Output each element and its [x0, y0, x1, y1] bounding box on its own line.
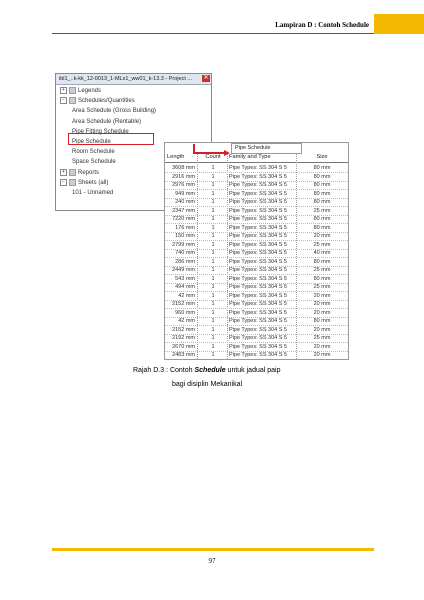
cell-length: 949 mm	[175, 190, 195, 197]
tree-item-label: Area Schedule (Rentable)	[72, 118, 142, 125]
cell-size: 20 mm	[313, 301, 331, 307]
cell-family-type: Pipe Types: SS 304 S 5	[229, 207, 287, 214]
cell-length: 42 mm	[178, 318, 195, 324]
tree-item-label: Pipe Fitting Schedule	[72, 128, 129, 135]
cell-family-type: Pipe Types: SS 304 S 5	[229, 173, 287, 180]
cell-family-type: Pipe Types: SS 304 S 5	[229, 250, 287, 256]
cell-family-type: Pipe Types: SS 304 S 5	[229, 182, 287, 188]
cell-size: 80 mm	[313, 199, 331, 205]
cell-family-type: Pipe Types: SS 304 S 5	[229, 275, 287, 282]
cell-length: 42 mm	[178, 292, 195, 299]
caption-prefix: Rajah D.3 : Contoh	[133, 367, 195, 374]
caption-suffix: untuk jadual paip	[225, 367, 281, 374]
cell-family-type: Pipe Types: SS 304 S 5	[229, 190, 287, 197]
cell-count: 1	[211, 352, 215, 358]
cell-count: 1	[211, 301, 215, 307]
column-header-family-type: Family and Type	[229, 154, 271, 160]
cell-count: 1	[211, 267, 215, 273]
table-row[interactable]	[165, 283, 348, 291]
collapse-icon[interactable]: −	[60, 97, 67, 104]
cell-family-type: Pipe Types: SS 304 S 5	[229, 318, 287, 324]
table-row[interactable]	[165, 173, 348, 181]
tree-item-label: Reports	[78, 169, 100, 176]
header-accent-bar	[374, 14, 424, 34]
expand-icon[interactable]: +	[60, 87, 67, 94]
cell-count: 1	[211, 335, 215, 341]
cell-count: 1	[211, 258, 215, 265]
cell-length: 2347 mm	[172, 207, 195, 214]
cell-size: 20 mm	[313, 233, 331, 239]
cell-family-type: Pipe Types: SS 304 S 5	[229, 343, 287, 350]
expand-icon[interactable]: +	[60, 169, 67, 176]
column-header-size: Size	[316, 154, 328, 160]
tree-item[interactable]	[72, 107, 156, 115]
cell-size: 25 mm	[313, 241, 331, 248]
cell-count: 1	[211, 224, 215, 231]
cell-size: 80 mm	[313, 182, 331, 188]
folder-icon	[69, 97, 76, 104]
page-number: 97	[208, 557, 216, 565]
cell-size: 25 mm	[313, 267, 331, 273]
cell-size: 25 mm	[313, 207, 331, 214]
cell-size: 80 mm	[313, 216, 331, 222]
table-row[interactable]	[165, 198, 348, 206]
table-row[interactable]	[165, 207, 348, 215]
cell-length: 150 mm	[175, 233, 195, 239]
cell-family-type: Pipe Types: SS 304 S 5	[229, 199, 287, 205]
tree-item[interactable]	[72, 118, 141, 126]
tree-item[interactable]	[72, 189, 113, 197]
cell-count: 1	[211, 284, 215, 290]
table-row[interactable]	[165, 232, 348, 240]
tree-item-label: Pipe Schedule	[72, 139, 111, 145]
cell-family-type: Pipe Types: SS 304 S 5	[229, 258, 287, 265]
tree-item[interactable]	[60, 97, 135, 105]
cell-count: 1	[211, 182, 215, 188]
table-row[interactable]	[165, 292, 348, 300]
cell-family-type: Pipe Types: SS 304 S 5	[229, 267, 287, 273]
tree-item[interactable]	[72, 148, 115, 156]
cell-size: 20 mm	[313, 352, 331, 358]
table-row[interactable]	[165, 343, 348, 351]
figure-caption-line2: bagi disiplin Mekanikal	[172, 381, 243, 388]
table-row[interactable]	[165, 266, 348, 274]
cell-count: 1	[211, 343, 215, 350]
cell-count: 1	[211, 250, 215, 256]
tree-item-label: Schedules/Quantities	[78, 98, 135, 105]
cell-family-type: Pipe Types: SS 304 S 5	[229, 165, 287, 171]
table-row[interactable]	[165, 215, 348, 223]
folder-icon	[69, 169, 76, 176]
cell-length: 960 mm	[175, 309, 195, 316]
cell-count: 1	[211, 309, 215, 316]
cell-count: 1	[211, 233, 215, 239]
schedule-title: Pipe Schedule	[231, 143, 302, 154]
table-row[interactable]	[165, 309, 348, 317]
cell-size: 80 mm	[313, 173, 331, 180]
cell-count: 1	[211, 241, 215, 248]
table-row[interactable]	[165, 300, 348, 308]
cell-length: 543 mm	[175, 275, 195, 282]
tree-item-label: Sheets (all)	[78, 179, 109, 186]
cell-count: 1	[211, 275, 215, 282]
cell-size: 25 mm	[313, 335, 331, 341]
cell-size: 80 mm	[313, 190, 331, 197]
cell-size: 80 mm	[313, 318, 331, 324]
cell-length: 2192 mm	[172, 335, 195, 341]
column-header-count: Count	[205, 154, 221, 160]
cell-count: 1	[211, 318, 215, 324]
tree-item-label: Legends	[78, 88, 102, 95]
cell-count: 1	[211, 165, 215, 171]
cell-length: 2799 mm	[172, 241, 195, 248]
cell-size: 20 mm	[313, 292, 331, 299]
project-browser-titlebar	[56, 74, 211, 85]
row-divider	[165, 359, 348, 360]
cell-family-type: Pipe Types: SS 304 S 5	[229, 284, 287, 290]
project-browser-title: ibl1_..k-kk_12-0013_1-MLs1_ww01_k-13.3 - Project ...	[59, 76, 192, 82]
cell-size: 80 mm	[313, 258, 331, 265]
cell-size: 80 mm	[313, 224, 331, 231]
footer-accent-bar	[52, 548, 374, 551]
cell-size: 25 mm	[313, 284, 331, 290]
cell-family-type: Pipe Types: SS 304 S 5	[229, 309, 287, 316]
table-row[interactable]	[165, 351, 348, 359]
cell-length: 2449 mm	[172, 267, 195, 273]
cell-count: 1	[211, 292, 215, 299]
cell-length: 494 mm	[175, 284, 195, 290]
tree-item-label: Space Schedule	[72, 159, 116, 166]
cell-size: 80 mm	[313, 275, 331, 282]
page-header-title: Lampiran D : Contoh Schedule	[275, 21, 369, 29]
table-row[interactable]	[165, 317, 348, 325]
cell-size: 40 mm	[313, 250, 331, 256]
header-divider	[52, 33, 374, 34]
cell-family-type: Pipe Types: SS 304 S 5	[229, 326, 287, 333]
cell-length: 2670 mm	[172, 343, 195, 350]
table-row[interactable]	[165, 181, 348, 189]
cell-length: 2916 mm	[172, 173, 195, 180]
cell-family-type: Pipe Types: SS 304 S 5	[229, 216, 287, 222]
cell-length: 2976 mm	[172, 182, 195, 188]
table-row[interactable]	[165, 275, 348, 283]
cell-length: 286 mm	[175, 258, 195, 265]
close-icon[interactable]: ✕	[203, 75, 209, 81]
collapse-icon[interactable]: −	[60, 179, 67, 186]
callout-arrow-icon	[224, 150, 230, 156]
cell-size: 20 mm	[313, 309, 331, 316]
pipe-schedule-highlight	[68, 133, 154, 145]
tree-item-label: Area Schedule (Gross Building)	[72, 108, 157, 115]
table-row[interactable]	[165, 334, 348, 342]
cell-count: 1	[211, 173, 215, 180]
table-row[interactable]	[165, 326, 348, 334]
cell-family-type: Pipe Types: SS 304 S 5	[229, 233, 287, 239]
pipe-schedule-table	[164, 142, 349, 360]
cell-count: 1	[211, 199, 215, 205]
cell-family-type: Pipe Types: SS 304 S 5	[229, 352, 287, 358]
tree-item[interactable]	[60, 179, 108, 187]
cell-count: 1	[211, 216, 215, 222]
cell-length: 2483 mm	[172, 352, 195, 358]
cell-family-type: Pipe Types: SS 304 S 5	[229, 335, 287, 341]
cell-family-type: Pipe Types: SS 304 S 5	[229, 301, 287, 307]
figure-caption	[133, 367, 281, 374]
cell-size: 80 mm	[313, 165, 331, 171]
cell-family-type: Pipe Types: SS 304 S 5	[229, 241, 287, 248]
cell-count: 1	[211, 207, 215, 214]
folder-icon	[69, 179, 76, 186]
cell-length: 176 mm	[175, 224, 195, 231]
table-row[interactable]	[165, 249, 348, 257]
tree-item[interactable]	[72, 158, 116, 166]
cell-length: 3608 mm	[172, 165, 195, 171]
table-row[interactable]	[165, 190, 348, 198]
table-row[interactable]	[165, 224, 348, 232]
cell-family-type: Pipe Types: SS 304 S 5	[229, 292, 287, 299]
tree-item[interactable]	[60, 169, 99, 177]
table-row[interactable]	[165, 164, 348, 172]
tree-item-label: 101 - Unnamed	[72, 190, 114, 196]
schedule-header-row	[165, 153, 348, 163]
folder-icon	[69, 87, 76, 94]
cell-length: 740 mm	[175, 250, 195, 256]
cell-family-type: Pipe Types: SS 304 S 5	[229, 224, 287, 231]
tree-item-label: Room Schedule	[72, 149, 115, 156]
callout-arrow-line	[193, 152, 225, 154]
cell-size: 20 mm	[313, 326, 331, 333]
table-row[interactable]	[165, 241, 348, 249]
table-row[interactable]	[165, 258, 348, 266]
caption-emphasis: Schedule	[194, 367, 226, 374]
cell-length: 2152 mm	[172, 326, 195, 333]
cell-count: 1	[211, 326, 215, 333]
cell-size: 20 mm	[313, 343, 331, 350]
cell-count: 1	[211, 190, 215, 197]
cell-length: 240 mm	[175, 199, 195, 205]
cell-length: 7220 mm	[172, 216, 195, 222]
column-header-length: Length	[167, 154, 185, 160]
cell-length: 2152 mm	[172, 301, 195, 307]
tree-item[interactable]	[60, 87, 101, 95]
